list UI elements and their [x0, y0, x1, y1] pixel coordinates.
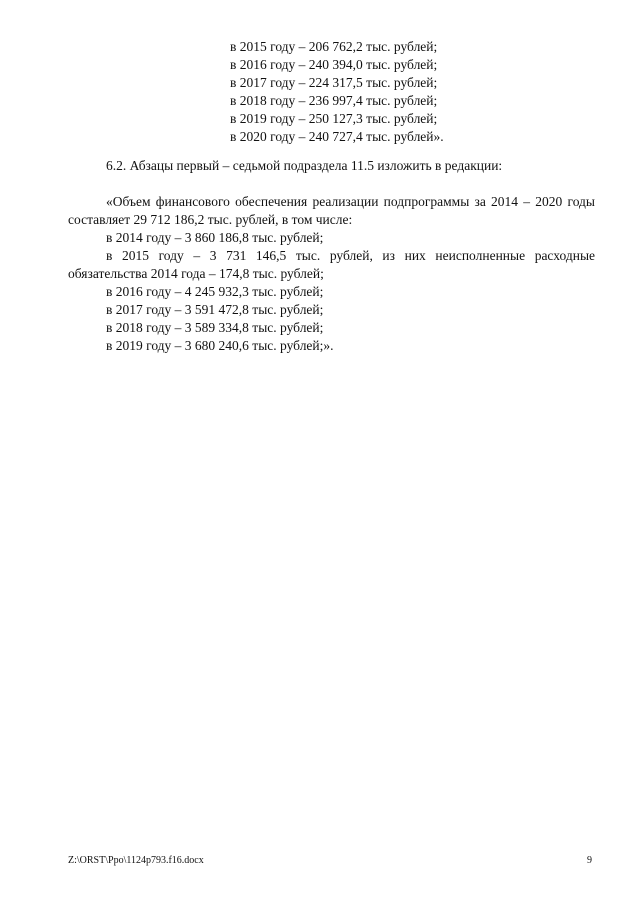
section-heading: 6.2. Абзацы первый – седьмой подраздела 11.5 изложить в редакции: — [106, 158, 503, 173]
line-2014: в 2014 году – 3 860 186,8 тыс. рублей; — [106, 230, 324, 245]
intro-paragraph: «Объем финансового обеспечения реализации подпрограммы за 2014 – 2020 годы составляет 29 712 186,2 тыс. рублей, в том числе: — [68, 194, 595, 227]
funding-year-list — [230, 38, 530, 146]
page-number: 9 — [587, 855, 592, 866]
list-item-2017: в 2017 году – 224 317,5 тыс. рублей; — [230, 75, 438, 90]
list-item-2018: в 2018 году – 236 997,4 тыс. рублей; — [230, 93, 438, 108]
line-2017: в 2017 году – 3 591 472,8 тыс. рублей; — [106, 302, 324, 317]
amendment-text — [68, 193, 595, 355]
list-item-2016: в 2016 году – 240 394,0 тыс. рублей; — [230, 57, 438, 72]
list-item-2015: в 2015 году – 206 762,2 тыс. рублей; — [230, 39, 438, 54]
list-item-2019: в 2019 году – 250 127,3 тыс. рублей; — [230, 111, 438, 126]
list-item-2020: в 2020 году – 240 727,4 тыс. рублей». — [230, 129, 444, 144]
paragraph-2015: в 2015 году – 3 731 146,5 тыс. рублей, из них неисполненные расходные обязательства 2014 года – 174,8 тыс. рублей; — [68, 248, 595, 281]
line-2016: в 2016 году – 4 245 932,3 тыс. рублей; — [106, 284, 324, 299]
footer-file-path: Z:\ORST\Ppo\1124p793.f16.docx — [68, 855, 204, 866]
line-2018: в 2018 году – 3 589 334,8 тыс. рублей; — [106, 320, 324, 335]
line-2019: в 2019 году – 3 680 240,6 тыс. рублей;». — [106, 338, 334, 353]
